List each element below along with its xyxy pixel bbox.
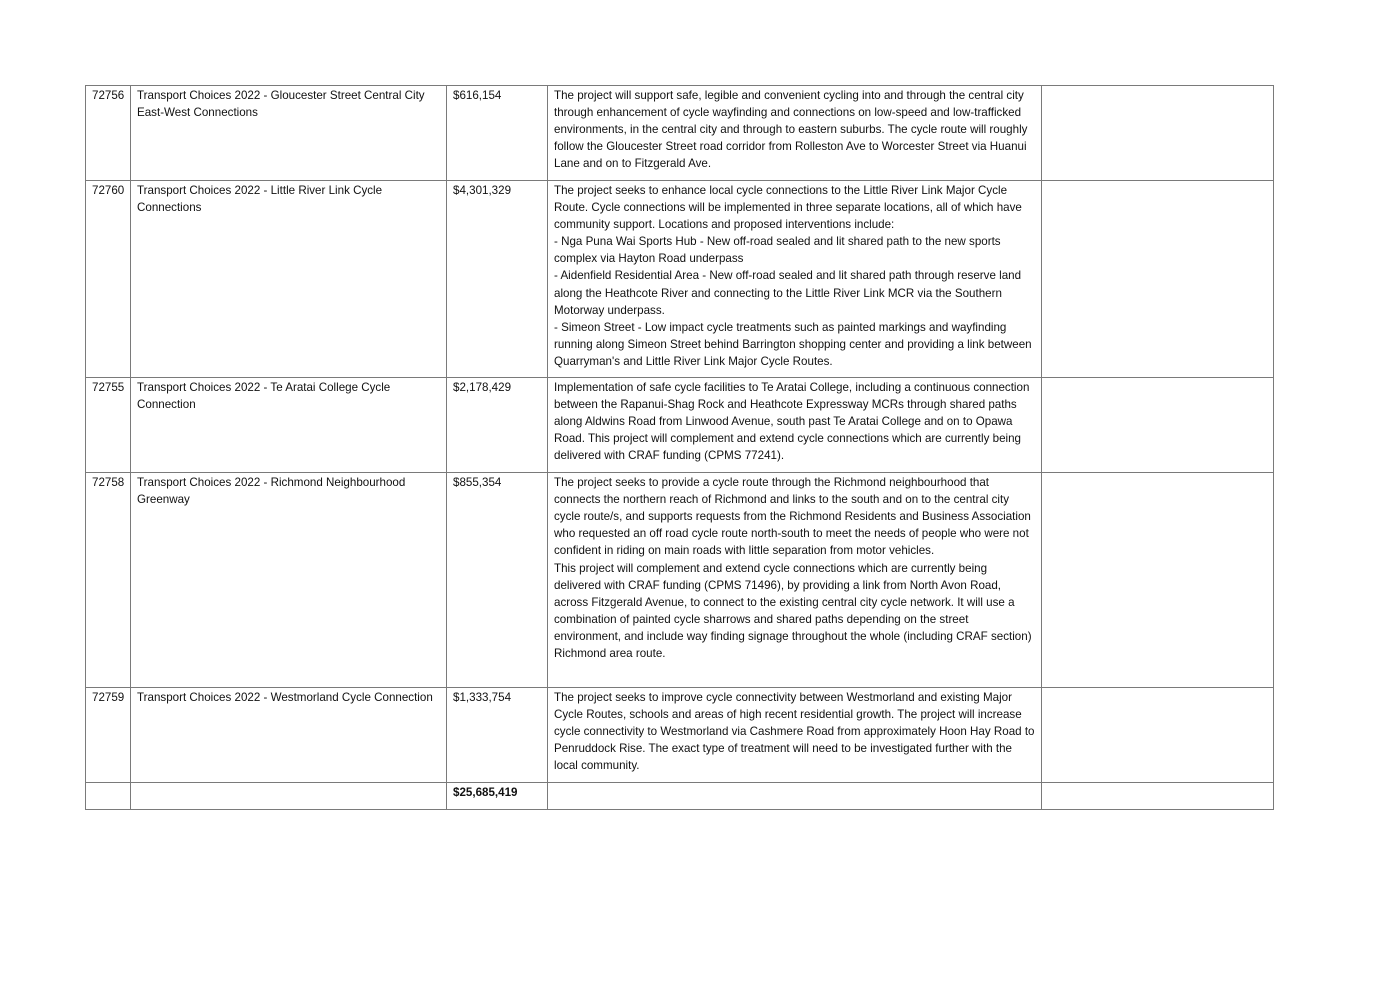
project-extra-cell [1042, 378, 1274, 473]
project-extra-cell [1042, 688, 1274, 783]
table-row [86, 86, 1274, 181]
total-description-cell [548, 783, 1042, 810]
total-extra-cell [1042, 783, 1274, 810]
project-id-cell: 72756 [86, 86, 131, 181]
table-row [86, 181, 1274, 378]
project-description-cell [548, 378, 1042, 473]
project-id-cell: 72755 [86, 378, 131, 473]
project-extra-cell [1042, 473, 1274, 688]
projects-table [85, 85, 1274, 810]
project-description-cell [548, 181, 1042, 378]
description-paragraph: The project will support safe, legible and convenient cycling into and through the central city through enhancement of cycle wayfinding and connections on low-speed and low-trafficked environments, in the central city and through to eastern suburbs. The cycle route will roughly follow the Gloucester Street road corridor from Rolleston Ave to Worcester Street via Huanui Lane and on to Fitzgerald Ave. [554, 89, 1028, 171]
project-description-cell [548, 473, 1042, 688]
description-paragraph: - Simeon Street - Low impact cycle treatments such as painted markings and wayfinding running along Simeon Street behind Barrington shopping center and providing a link between Quarryman's and Little River Link Major Cycle Routes. [554, 320, 1032, 368]
total-name-cell [131, 783, 447, 810]
projects-table-body [86, 86, 1274, 810]
total-row [86, 783, 1274, 810]
project-cost-cell: $616,154 [447, 86, 548, 181]
project-description-cell [548, 688, 1042, 783]
project-extra-cell [1042, 181, 1274, 378]
description-paragraph: The project seeks to improve cycle connectivity between Westmorland and existing Major Cycle Routes, schools and areas of high recent residential growth. The project will increase cycle connectivity to Westmorland via Cashmere Road from approximately Hoon Hay Road to Penruddock Rise. The exact type of treatment will need to be investigated further with the local community. [554, 691, 1035, 773]
description-paragraph: The project seeks to enhance local cycle connections to the Little River Link Major Cycle Route. Cycle connections will be implemented in three separate locations, all of which have community support. Locations and proposed interventions include: [554, 184, 1022, 232]
project-cost-cell: $2,178,429 [447, 378, 548, 473]
description-paragraph: Implementation of safe cycle facilities to Te Aratai College, including a continuous connection between the Rapanui-Shag Rock and Heathcote Expressway MCRs through shared paths along Aldwins Road from Linwood Avenue, south past Te Aratai College and on to Opawa Road. This project will complement and extend cycle connections which are currently being delivered with CRAF funding (CPMS 77241). [554, 381, 1030, 463]
description-paragraph: This project will complement and extend cycle connections which are currently being delivered with CRAF funding (CPMS 71496), by providing a link from North Avon Road, across Fitzgerald Avenue, to connect to the existing central city cycle network. It will use a combination of painted cycle sharrows and shared paths depending on the street environment, and include way finding signage throughout the whole (including CRAF section) Richmond area route. [554, 561, 1032, 660]
table-row [86, 473, 1274, 688]
description-paragraph: - Nga Puna Wai Sports Hub - New off-road sealed and lit shared path to the new sports complex via Hayton Road underpass [554, 235, 1001, 266]
table-row [86, 378, 1274, 473]
project-name-cell: Transport Choices 2022 - Richmond Neighbourhood Greenway [131, 473, 447, 688]
project-name-cell: Transport Choices 2022 - Te Aratai College Cycle Connection [131, 378, 447, 473]
project-cost-cell: $855,354 [447, 473, 548, 688]
project-name-cell: Transport Choices 2022 - Little River Link Cycle Connections [131, 181, 447, 378]
total-id-cell [86, 783, 131, 810]
table-row [86, 688, 1274, 783]
project-description-cell [548, 86, 1042, 181]
project-id-cell: 72759 [86, 688, 131, 783]
project-name-cell: Transport Choices 2022 - Westmorland Cycle Connection [131, 688, 447, 783]
description-paragraph: - Aidenfield Residential Area - New off-road sealed and lit shared path through reserve land along the Heathcote River and connecting to the Little River Link MCR via the Southern Motorway underpass. [554, 269, 1022, 317]
project-id-cell: 72758 [86, 473, 131, 688]
project-name-cell: Transport Choices 2022 - Gloucester Street Central City East-West Connections [131, 86, 447, 181]
project-cost-cell: $4,301,329 [447, 181, 548, 378]
project-cost-cell: $1,333,754 [447, 688, 548, 783]
total-cost-cell: $25,685,419 [447, 783, 548, 810]
project-id-cell: 72760 [86, 181, 131, 378]
project-extra-cell [1042, 86, 1274, 181]
description-paragraph: The project seeks to provide a cycle route through the Richmond neighbourhood that connects the northern reach of Richmond and links to the south and on to the central city cycle route/s, and supports requests from the Richmond Residents and Business Association who requested an off road cycle route north-south to meet the needs of people who were not confident in riding on main roads with little separation from motor vehicles. [554, 476, 1031, 558]
